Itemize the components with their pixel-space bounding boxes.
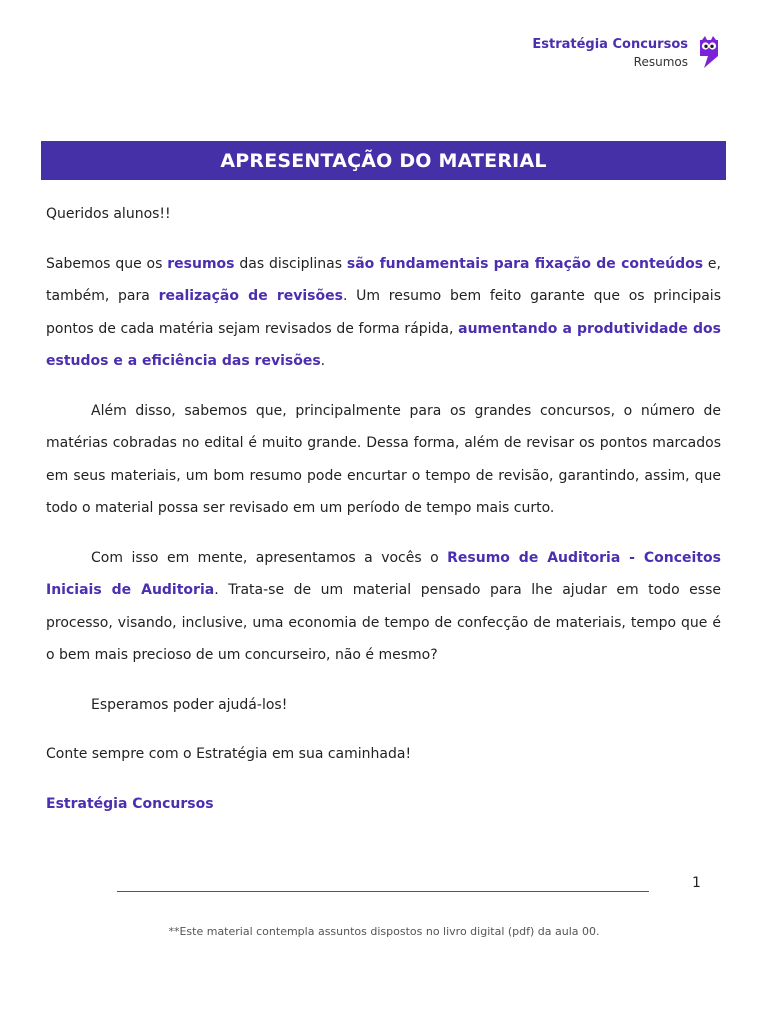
text-run: das disciplinas — [234, 255, 347, 272]
highlight-text: realização de revisões — [158, 288, 343, 304]
owl-logo-icon — [698, 36, 720, 70]
paragraph-1 — [46, 248, 721, 378]
page-header — [532, 36, 720, 70]
footer-divider — [117, 891, 649, 892]
highlight-text: Resumo de Auditoria - Conceitos Iniciais de Auditoria — [46, 549, 721, 598]
paragraph-2: Além disso, sabemos que, principalmente para os grandes concursos, o número de matérias cobradas no edital é muito grande. Dessa forma, além de revisar os pontos marcados em seus materiais, um bom resumo pode encurtar o tempo de revisão, garantindo, assim, que todo o material possa ser revisado em um período de tempo mais curto. — [46, 402, 721, 516]
section-title: APRESENTAÇÃO DO MATERIAL — [220, 149, 547, 172]
greeting-paragraph: Queridos alunos!! — [46, 206, 171, 222]
paragraph-5: Conte sempre com o Estratégia em sua caminhada! — [46, 746, 412, 762]
highlight-text: aumentando a produtividade dos estudos e a eficiência das revisões — [46, 320, 721, 369]
text-run: e, também, para — [46, 255, 721, 304]
page-number: 1 — [692, 875, 701, 891]
text-run: Sabemos que os — [46, 255, 168, 272]
text-run: . Trata-se de um material pensado para lhe ajudar em todo esse processo, visando, inclusive, uma economia de tempo de confecção de materiais, tempo que é o bem mais precioso de um concurseiro, não é mesmo? — [46, 582, 722, 663]
signature: Estratégia Concursos — [46, 795, 214, 812]
brand-block — [532, 36, 688, 70]
brand-name: Estratégia Concursos — [532, 37, 688, 52]
highlight-text: são fundamentais para fixação de conteúdos — [346, 255, 704, 272]
highlight-text: resumos — [167, 255, 235, 272]
brand-subtitle: Resumos — [633, 55, 688, 69]
section-title-bar — [41, 141, 726, 180]
text-run: . — [320, 353, 326, 369]
text-run: . Um resumo bem feito garante que os principais pontos de cada matéria sejam revisados de forma rápida, — [46, 288, 721, 337]
paragraph-4: Esperamos poder ajudá-los! — [91, 696, 288, 713]
paragraph-3 — [46, 542, 721, 672]
footnote: **Este material contempla assuntos dispostos no livro digital (pdf) da aula 00. — [168, 925, 600, 938]
text-run: Com isso em mente, apresentamos a vocês o — [91, 549, 448, 566]
document-body — [46, 198, 721, 820]
